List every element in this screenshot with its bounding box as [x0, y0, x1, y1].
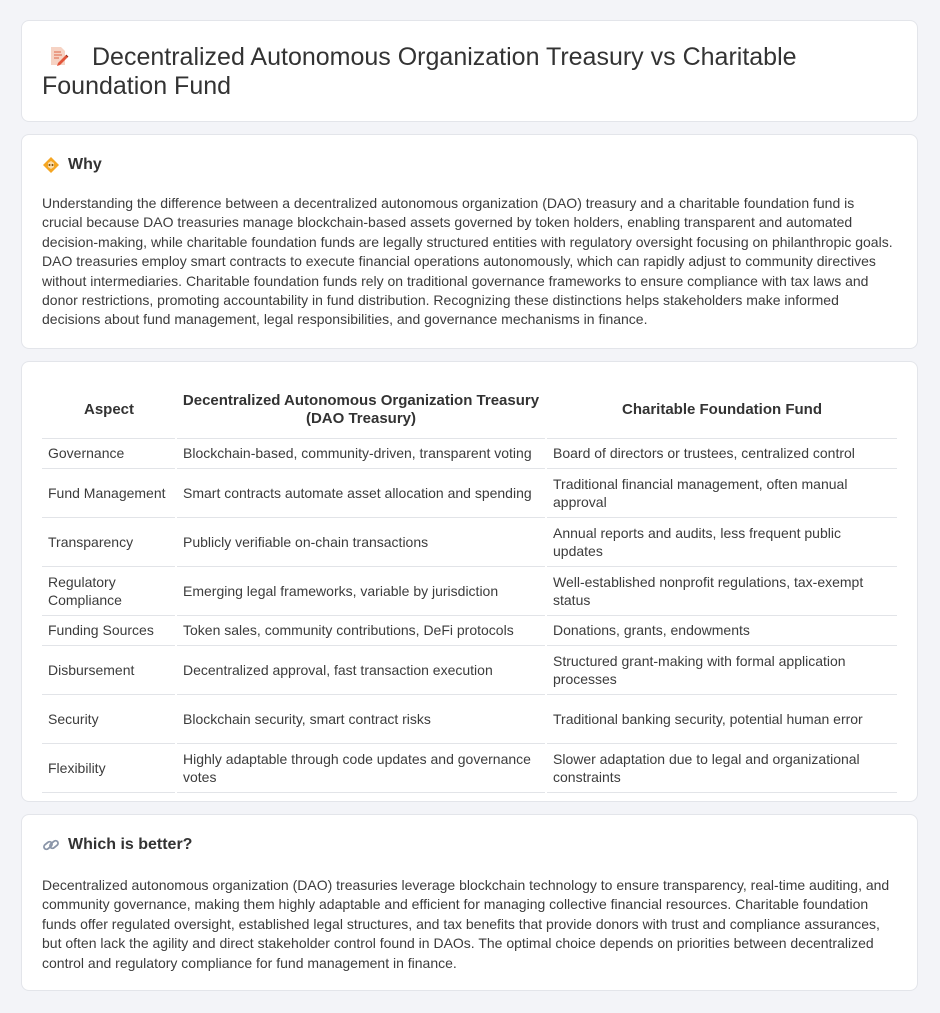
table-row [42, 566, 898, 615]
cell-dao: Token sales, community contributions, DeFi protocols [176, 615, 546, 645]
cell-dao: Emerging legal frameworks, variable by jurisdiction [176, 566, 546, 615]
cell-dao: Blockchain security, smart contract risks [176, 694, 546, 743]
which-better-section [21, 814, 918, 991]
warning-diamond-icon [42, 156, 60, 174]
table-row [42, 438, 898, 468]
page-title [42, 43, 897, 101]
cell-aspect: Security [42, 694, 176, 743]
header-aspect: Aspect [42, 382, 176, 438]
header-charitable-fund: Charitable Foundation Fund [546, 382, 898, 438]
memo-icon [46, 44, 70, 68]
why-heading [42, 156, 102, 174]
header-dao-treasury: Decentralized Autonomous Organization Treasury (DAO Treasury) [176, 382, 546, 438]
comparison-table [42, 382, 899, 793]
cell-dao: Blockchain-based, community-driven, transparent voting [176, 438, 546, 468]
cell-dao: Highly adaptable through code updates and governance votes [176, 743, 546, 792]
cell-charity: Traditional financial management, often manual approval [546, 468, 898, 517]
cell-aspect: Regulatory Compliance [42, 566, 176, 615]
table-row [42, 615, 898, 645]
page-title-text: Decentralized Autonomous Organization Treasury vs Charitable Foundation Fund [42, 43, 797, 100]
cell-charity: Structured grant-making with formal application processes [546, 645, 898, 694]
cell-dao: Publicly verifiable on-chain transactions [176, 517, 546, 566]
why-text: Understanding the difference between a decentralized autonomous organization (DAO) treasury and a charitable foundation fund is crucial because DAO treasuries manage blockchain-based assets governed by token holders, enabling transparent and automated decision-making, while charitable foundation funds are legally structured entities with regulatory oversight focusing on philanthropic goals. DAO treasuries employ smart contracts to execute financial operations autonomously, which can rapidly adjust to community directives without intermediaries. Charitable foundation funds rely on traditional governance frameworks to ensure compliance with tax laws and donor restrictions, promoting accountability in fund distribution. Recognizing these distinctions helps stakeholders make informed decisions about fund management, legal responsibilities, and governance mechanisms in finance. [42, 195, 893, 328]
cell-charity: Slower adaptation due to legal and organizational constraints [546, 743, 898, 792]
better-text: Decentralized autonomous organization (DAO) treasuries leverage blockchain technology to ensure transparency, real-time auditing, and community governance, making them highly adaptable and efficient for managing collective financial resources. Charitable foundation funds offer regulated oversight, established legal structures, and tax benefits that provide donors with trust and compliance assurances, but often lack the agility and direct stakeholder control found in DAOs. The optimal choice depends on priorities between decentralized control and regulatory compliance for fund management in finance. [42, 877, 890, 971]
link-icon [42, 836, 60, 854]
cell-charity: Annual reports and audits, less frequent public updates [546, 517, 898, 566]
comparison-section [21, 361, 918, 802]
why-heading-text: Why [68, 156, 102, 173]
cell-aspect: Disbursement [42, 645, 176, 694]
why-section [21, 134, 918, 349]
table-row [42, 743, 898, 792]
better-heading [42, 836, 192, 854]
cell-charity: Donations, grants, endowments [546, 615, 898, 645]
cell-aspect: Funding Sources [42, 615, 176, 645]
cell-aspect: Transparency [42, 517, 176, 566]
title-card [21, 20, 918, 122]
table-row [42, 517, 898, 566]
cell-aspect: Governance [42, 438, 176, 468]
table-row [42, 645, 898, 694]
cell-charity: Well-established nonprofit regulations, tax-exempt status [546, 566, 898, 615]
table-row [42, 694, 898, 743]
cell-dao: Decentralized approval, fast transaction execution [176, 645, 546, 694]
better-heading-text: Which is better? [68, 836, 193, 853]
cell-aspect: Flexibility [42, 743, 176, 792]
cell-aspect: Fund Management [42, 468, 176, 517]
cell-dao: Smart contracts automate asset allocation and spending [176, 468, 546, 517]
cell-charity: Board of directors or trustees, centralized control [546, 438, 898, 468]
table-header-row [42, 382, 898, 438]
table-row [42, 468, 898, 517]
cell-charity: Traditional banking security, potential human error [546, 694, 898, 743]
